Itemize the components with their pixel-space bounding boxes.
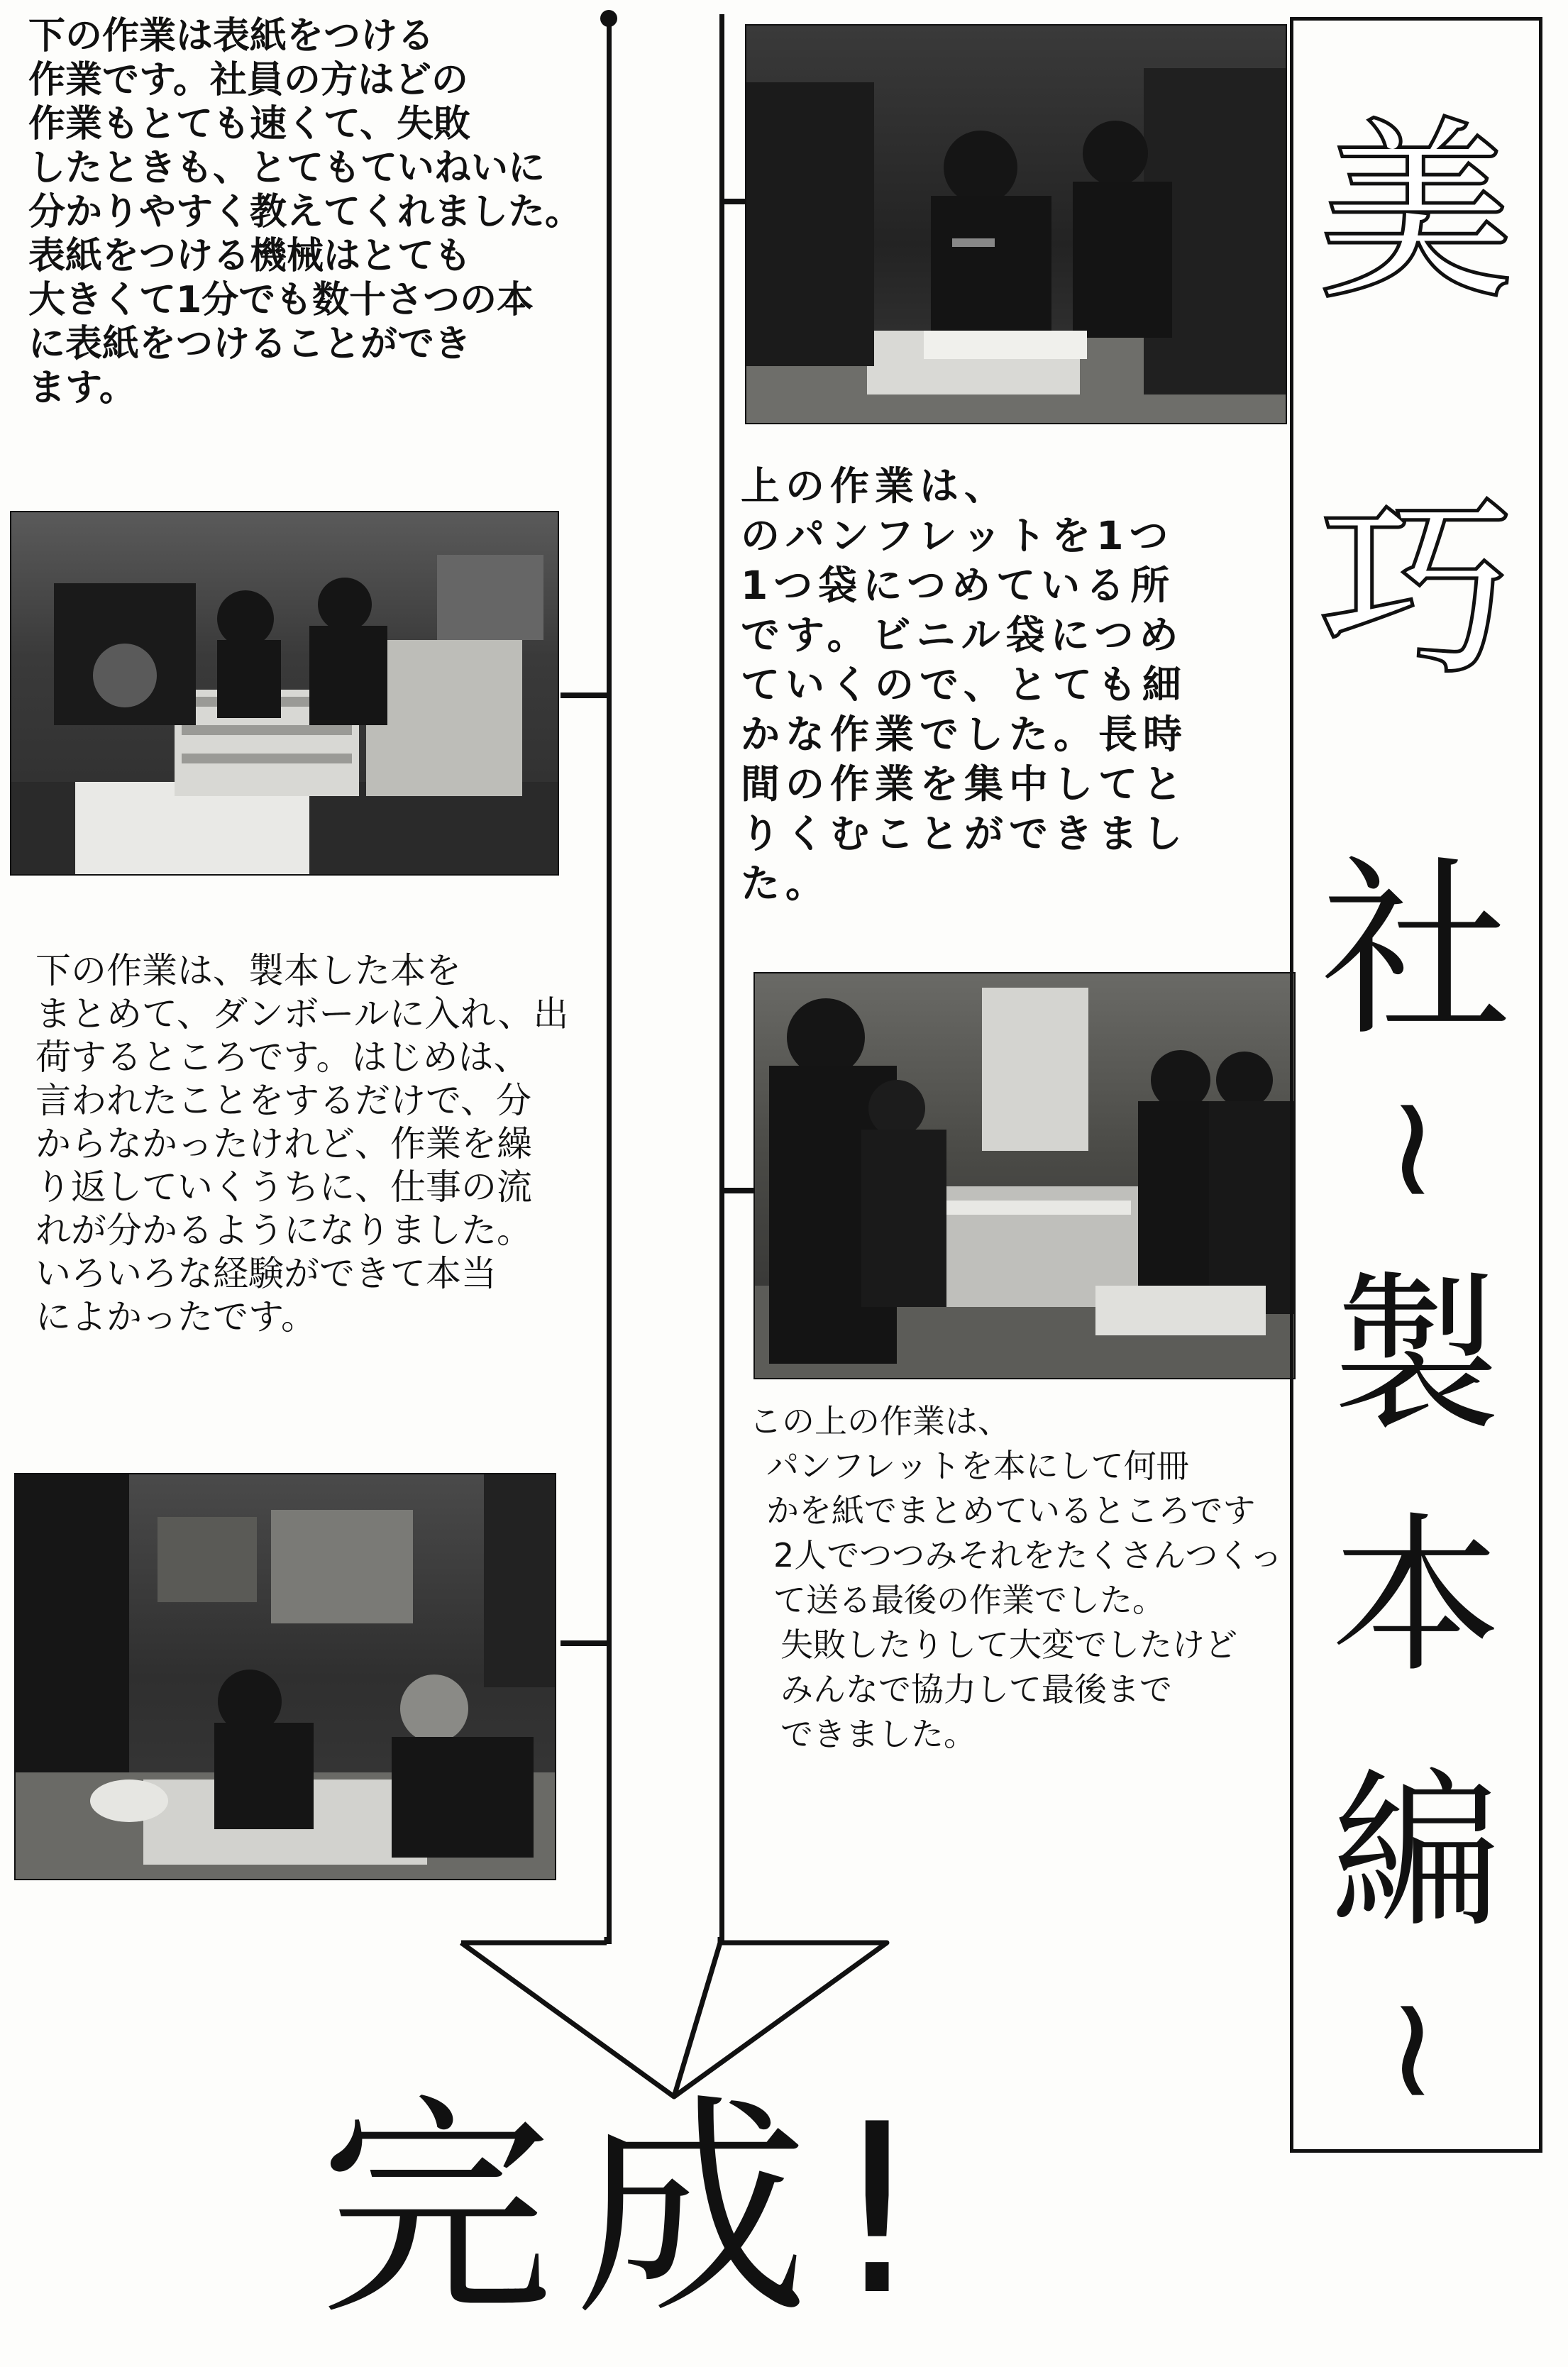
text-line: 作業です。社員の方はどの — [28, 59, 468, 101]
text-line: のパンフレットを1つ — [741, 513, 1174, 558]
text-line: 大きくて1分でも数十さつの本 — [28, 279, 534, 321]
text-line: からなかったけれど、作業を繰 — [35, 1123, 532, 1164]
connector-photo-4 — [719, 1188, 755, 1193]
timeline-line-left — [607, 14, 612, 1944]
text-line: りくむことができまし — [741, 811, 1188, 856]
text-line: 間の作業を集中してと — [741, 761, 1188, 807]
text-line: です。ビニル袋につめ — [741, 612, 1184, 658]
timeline-dot — [600, 10, 617, 27]
text-line: 作業もとても速くて、失敗 — [28, 103, 470, 145]
photo-workers-meeting — [745, 24, 1287, 424]
text-line: パンフレットを本にして何冊 — [766, 1447, 1189, 1485]
text-line: 1つ袋につめている所 — [741, 563, 1176, 608]
text-line: に表紙をつけることができ — [28, 323, 472, 365]
text-line: みんなで協力して最後まで — [780, 1670, 1172, 1709]
text-line: れが分かるようになりました。 — [35, 1210, 532, 1251]
title-char: 社 — [1320, 839, 1512, 1062]
text-line: 上の作業は、 — [741, 463, 1010, 509]
connector-photo-3 — [719, 199, 748, 204]
text-line: によかったです。 — [35, 1296, 316, 1337]
text-line: 言われたことをするだけで、分 — [35, 1080, 531, 1121]
text-line: かな作業でした。長時 — [741, 712, 1188, 757]
text-line: ます。 — [28, 367, 136, 409]
connector-photo-1 — [561, 693, 609, 698]
text-line: まとめて、ダンボールに入れ、出 — [35, 993, 569, 1034]
title-char: 本 — [1330, 1497, 1501, 1696]
text-line: ていくので、とても細 — [741, 662, 1187, 707]
title-char: ~ — [1334, 1090, 1499, 1209]
text-line: この上の作業は、 — [749, 1402, 1010, 1440]
title-char: 美 — [1320, 101, 1512, 324]
connector-photo-2 — [561, 1640, 609, 1646]
final-complete-text: 完成! — [319, 2074, 946, 2346]
paragraph-last-step — [749, 1399, 1282, 1757]
title-char: ~ — [1334, 1991, 1499, 2110]
title-char: 製 — [1330, 1256, 1501, 1455]
text-line: 失敗したりして大変でしたけど — [780, 1626, 1237, 1664]
paragraph-pamphlet-bags — [741, 461, 1188, 908]
text-line: できました。 — [780, 1715, 976, 1753]
text-line: かを紙でまとめているところです — [766, 1491, 1256, 1530]
text-line: 分かりやすく教えてくれました。 — [28, 191, 583, 233]
text-line: 下の作業は、製本した本を — [35, 950, 461, 991]
photo-wrapping — [753, 972, 1296, 1379]
text-line: 2人でつつみそれをたくさんつくっ — [773, 1536, 1283, 1574]
text-line: 表紙をつける機械はとても — [28, 235, 472, 277]
paragraph-covers — [28, 14, 582, 410]
text-line: り返していくうちに、仕事の流 — [35, 1166, 532, 1208]
text-line: 下の作業は表紙をつける — [28, 15, 435, 57]
photo-cover-machine — [10, 511, 559, 876]
photo-boxing — [14, 1473, 556, 1880]
paragraph-shipping — [35, 949, 569, 1339]
text-line: いろいろな経験ができて本当 — [35, 1253, 497, 1294]
title-char: 編 — [1330, 1753, 1501, 1951]
timeline-line-right — [719, 14, 724, 1944]
text-line: た。 — [741, 861, 831, 906]
text-line: 荷するところです。はじめは、 — [35, 1037, 529, 1078]
text-line: て送る最後の作業でした。 — [773, 1581, 1165, 1619]
text-line: したときも、とてもていねいに — [28, 147, 546, 189]
title-char: 巧 — [1320, 477, 1512, 700]
